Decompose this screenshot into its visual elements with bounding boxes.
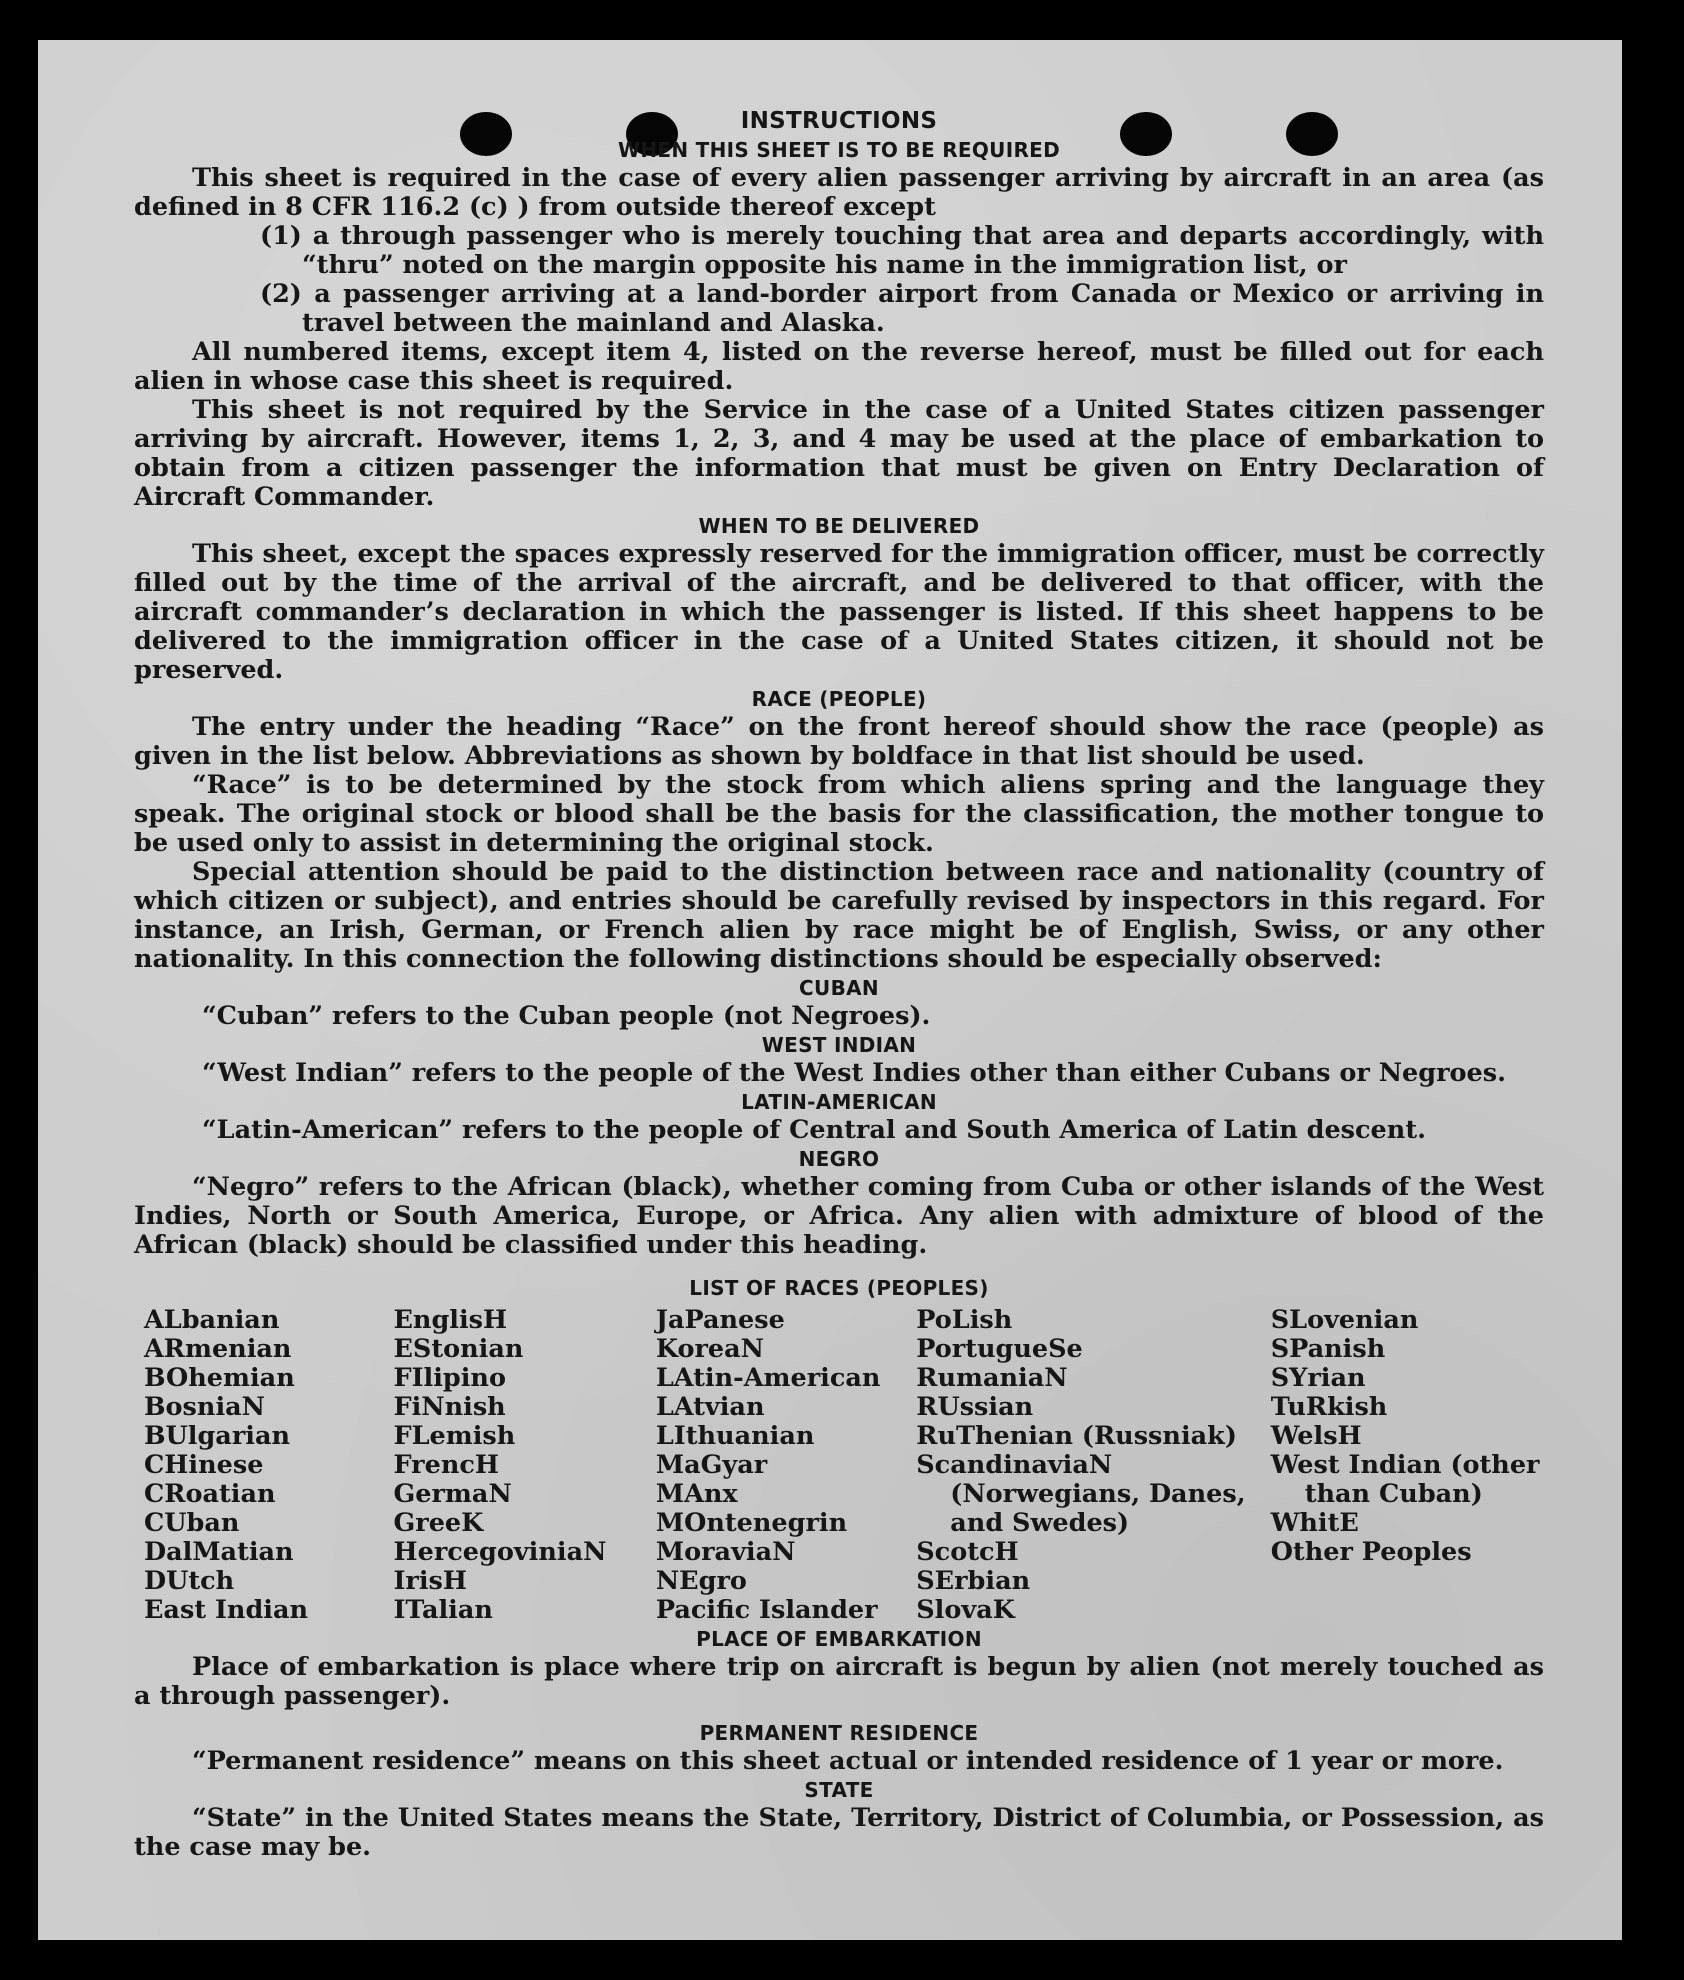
race-item: MAnx [655,1479,738,1509]
race-item: West Indian (other than Cuban) [1270,1450,1540,1509]
race-item: FIlipino [393,1363,506,1393]
subheading-west-indian: WEST INDIAN [761,1033,917,1057]
paragraph: This sheet, except the spaces expressly reserved for the immigration officer, must be correctly filled out by the time of the arrival of the aircraft, and be delivered to that officer, with the aircraft commander’s declaration in which the passenger is listed. If this sheet happens to be delivered to the immigration officer in the case of a United States citizen, it should not be preserved. [134,539,1544,685]
race-item: EStonian [393,1334,524,1364]
section-heading-embarkation: PLACE OF EMBARKATION [696,1627,982,1651]
subheading-negro: NEGRO [798,1147,880,1171]
race-item: LAtvian [655,1392,765,1422]
races-column [656,1306,916,1625]
race-item: Other Peoples [1270,1537,1472,1567]
races-column [1271,1306,1544,1625]
paragraph: This sheet is required in the case of every alien passenger arriving by aircraft in an area (as defined in 8 CFR 116.2 (c) ) from outside thereof except [134,163,1544,222]
race-item: BOhemian [144,1363,295,1393]
definition-cuban: “Cuban” refers to the Cuban people (not Negroes). [202,1001,931,1031]
race-item: ScotcH [916,1537,1019,1567]
race-item: SlovaK [916,1595,1015,1625]
race-item: DUtch [144,1566,235,1596]
race-item: FLemish [393,1421,516,1451]
race-item: NEgro [655,1566,747,1596]
race-item: GreeK [393,1508,484,1538]
race-item: TuRkish [1270,1392,1388,1422]
race-item: ScandinaviaN (Norwegians, Danes, and Swedes) [916,1450,1246,1538]
race-item: East Indian [144,1595,309,1625]
paragraph: “State” in the United States means the State, Territory, District of Columbia, or Possession, as the case may be. [134,1803,1544,1862]
section-heading-race: RACE (PEOPLE) [751,687,927,711]
subheading-latin-american: LATIN-AMERICAN [741,1090,937,1114]
races-list [144,1306,1544,1625]
paragraph: “Race” is to be determined by the stock from which aliens spring and the language they speak. The original stock or blood shall be the basis for the classification, the mother tongue to be used only to assist in determining the original stock. [134,770,1544,858]
race-item: ARmenian [144,1334,292,1364]
race-item: LIthuanian [655,1421,815,1451]
race-item: MoraviaN [655,1537,796,1567]
paragraph: “Permanent residence” means on this sheet actual or intended residence of 1 year or more. [192,1746,1504,1776]
race-item: DalMatian [144,1537,294,1567]
race-item: PoLish [916,1305,1013,1335]
race-item: RumaniaN [916,1363,1068,1393]
race-item: EnglisH [393,1305,508,1335]
race-item: BosniaN [144,1392,265,1422]
race-item: WelsH [1270,1421,1362,1451]
race-item: PortugueSe [916,1334,1083,1364]
list-item: (1) a through passenger who is merely touching that area and departs accordingly, with “thru” noted on the margin opposite his name in the immigration list, or [260,221,1544,280]
races-column [394,1306,656,1625]
race-item: MaGyar [655,1450,768,1480]
race-item: CHinese [144,1450,264,1480]
race-item: ITalian [393,1595,493,1625]
race-item: WhitE [1270,1508,1359,1538]
race-item: IrisH [393,1566,467,1596]
races-list-heading: LIST OF RACES (PEOPLES) [689,1276,989,1300]
paragraph: The entry under the heading “Race” on the front hereof should show the race (people) as given in the list below. Abbreviations as shown by boldface in that list should be used. [134,712,1544,771]
race-item: SLovenian [1270,1305,1419,1335]
definition-negro: “Negro” refers to the African (black), whether coming from Cuba or other islands of the West Indies, North or South America, Europe, or Africa. Any alien with admixture of blood of the African (black) should be classified under this heading. [134,1172,1544,1260]
race-item: CRoatian [144,1479,276,1509]
race-item: LAtin-American [655,1363,881,1393]
race-item: HercegoviniaN [393,1537,607,1567]
race-item: SErbian [916,1566,1031,1596]
race-item: RuThenian (Russniak) [916,1421,1237,1451]
races-column [144,1306,394,1625]
race-item: SYrian [1270,1363,1366,1393]
paragraph: All numbered items, except item 4, listed on the reverse hereof, must be filled out for each alien in whose case this sheet is required. [134,337,1544,396]
section-heading-permanent-residence: PERMANENT RESIDENCE [699,1721,979,1745]
race-item: JaPanese [655,1305,785,1335]
race-item: FiNnish [393,1392,506,1422]
paragraph: Special attention should be paid to the distinction between race and nationality (country of which citizen or subject), and entries should be carefully revised by inspectors in this regard. For instance, an Irish, German, or French alien by race might be of English, Swiss, or any other nationality. In this connection the following distinctions should be especially observed: [134,857,1544,974]
race-item: Pacific Islander [655,1595,878,1625]
list-item: (2) a passenger arriving at a land-border airport from Canada or Mexico or arriving in travel between the mainland and Alaska. [260,279,1544,338]
paragraph: Place of embarkation is place where trip on aircraft is begun by alien (not merely touched as a through passenger). [134,1652,1544,1711]
races-column [916,1306,1270,1625]
instructions-content [134,106,1544,1862]
section-heading-when-delivered: WHEN TO BE DELIVERED [698,514,980,538]
section-heading-when-required: WHEN THIS SHEET IS TO BE REQUIRED [617,138,1061,162]
definition-west-indian: “West Indian” refers to the people of the West Indies other than either Cubans or Negroes. [202,1058,1506,1088]
page-title: INSTRUCTIONS [740,108,938,134]
race-item: SPanish [1270,1334,1386,1364]
race-item: CUban [144,1508,240,1538]
race-item: GermaN [393,1479,512,1509]
race-item: BUlgarian [144,1421,291,1451]
subheading-cuban: CUBAN [799,976,879,1000]
definition-latin-american: “Latin-American” refers to the people of Central and South America of Latin descent. [202,1115,1426,1145]
race-item: RUssian [916,1392,1034,1422]
paragraph: This sheet is not required by the Service in the case of a United States citizen passenger arriving by aircraft. However, items 1, 2, 3, and 4 may be used at the place of embarkation to obtain from a citizen passenger the information that must be given on Entry Declaration of Aircraft Commander. [134,395,1544,512]
section-heading-state: STATE [804,1778,874,1802]
race-item: KoreaN [655,1334,764,1364]
race-item: ALbanian [144,1305,280,1335]
race-item: MOntenegrin [655,1508,848,1538]
race-item: FrencH [393,1450,499,1480]
